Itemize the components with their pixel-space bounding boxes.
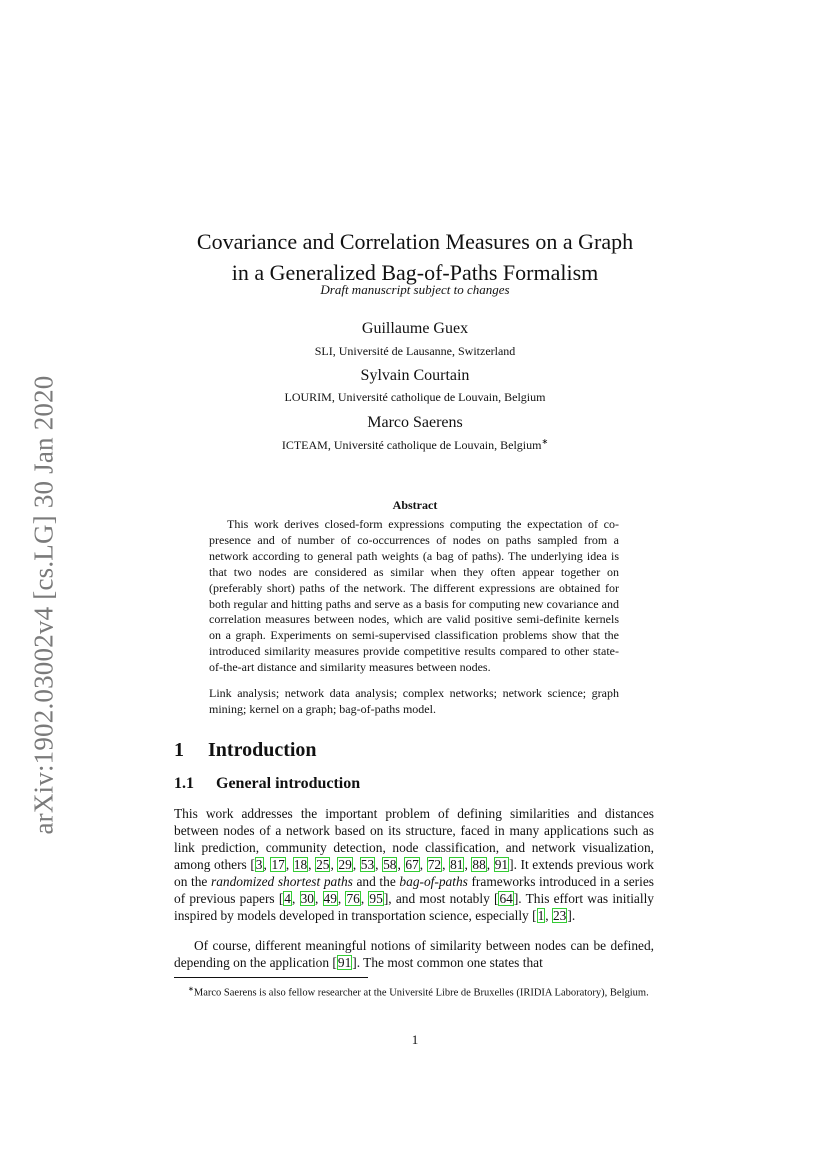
citation-link[interactable]: 25: [316, 857, 330, 872]
author-affiliation: ICTEAM, Université catholique de Louvain, Belgium: [281, 438, 542, 452]
text-run: frameworks introduced in a series of previous papers [: [174, 874, 654, 906]
text-run: ], and most notably [: [383, 891, 499, 906]
citation-group: 4, 30, 49, 76, 95: [284, 891, 383, 906]
citation-link[interactable]: 49: [323, 891, 337, 906]
subsection-heading: [174, 775, 360, 793]
body-paragraph: [174, 805, 654, 924]
citation-group: 1, 23: [537, 908, 567, 923]
abstract-heading: Abstract: [392, 498, 438, 512]
text-run: ]. It extends previous work on the: [174, 857, 654, 889]
text-run: and the: [352, 874, 400, 889]
author-affiliation: SLI, Université de Lausanne, Switzerland: [314, 344, 516, 358]
abstract-keywords: Link analysis; network data analysis; complex networks; network science; graph mining; kernel on a graph; bag-of-paths model.: [209, 686, 619, 716]
citation-link[interactable]: 67: [405, 857, 419, 872]
section-title: Introduction: [208, 739, 317, 761]
citation-link[interactable]: 4: [284, 891, 291, 906]
text-run: ]. The most common one states that: [352, 955, 543, 970]
citation-link[interactable]: 88: [472, 857, 486, 872]
citation-link[interactable]: 72: [427, 857, 442, 872]
citation-link[interactable]: 17: [271, 857, 285, 872]
citation-link[interactable]: 53: [360, 857, 375, 872]
citation-group: 3, 17, 18, 25, 29, 53, 58, 67, 72, 81, 88, 91: [255, 857, 509, 872]
footnote-marker[interactable]: ∗: [541, 437, 549, 446]
citation-link[interactable]: 18: [293, 857, 308, 872]
text-run: ]. This effort was initially inspired by models developed in transportation science, especially [: [174, 891, 654, 923]
citation-link[interactable]: 95: [369, 891, 383, 906]
citation-link[interactable]: 76: [346, 891, 360, 906]
arxiv-identifier: [14, 360, 74, 850]
section-number: 1: [174, 739, 184, 761]
citation-link[interactable]: 1: [537, 908, 545, 923]
body-paragraph: [174, 937, 654, 971]
citation-link[interactable]: 3: [255, 857, 263, 872]
subsection-title: General introduction: [216, 775, 361, 792]
footnote-rule: [174, 977, 368, 978]
title-line-2: in a Generalized Bag-of-Paths Formalism: [231, 260, 599, 285]
arxiv-identifier-text: arXiv:1902.03002v4 [cs.LG] 30 Jan 2020: [28, 375, 59, 835]
author-affiliation-with-footnote: [160, 437, 670, 453]
citation-link[interactable]: 81: [450, 857, 464, 872]
abstract-text: This work derives closed-form expressions computing the expectation of co-presence and of number of co-occurrences of nodes on paths sampled from a network according to general path weights (a bag of paths). The underlying idea is that two nodes are considered as similar when they often appear together on (preferably short) paths of the network. The different expressions are obtained for both regular and hitting paths and serve as a basis for computing new covariance and correlation measures between nodes, which are valid positive semi-definite kernels on a graph. Experiments on semi-supervised classification problems show that the introduced similarity measures provide competitive results compared to other state-of-the-art distance and similarity measures between nodes.: [209, 517, 619, 675]
emphasis-text: bag-of-paths: [399, 874, 468, 889]
author-affiliation: LOURIM, Université catholique de Louvain, Belgium: [284, 390, 546, 404]
citation-link[interactable]: 64: [499, 891, 513, 906]
citation-link[interactable]: 30: [300, 891, 314, 906]
author-name: Guillaume Guex: [361, 320, 469, 337]
citation-link[interactable]: 58: [383, 857, 397, 872]
emphasis-text: randomized shortest paths: [210, 874, 353, 889]
author-name: Marco Saerens: [367, 414, 463, 431]
citation-link[interactable]: 91: [494, 857, 509, 872]
footnote-marker: ∗: [188, 985, 194, 993]
page-number: 1: [411, 1032, 419, 1047]
author-name: Sylvain Courtain: [360, 367, 470, 384]
text-run: This work addresses the important problem of defining similarities and distances between nodes of a network based on its structure, faced in many applications such as link prediction, community detection, node classification, and network visualization, among others [: [174, 806, 654, 872]
title-line-1: Covariance and Correlation Measures on a Graph: [196, 229, 634, 254]
citation-link[interactable]: 91: [337, 955, 352, 970]
text-run: ].: [567, 908, 576, 923]
section-heading: [174, 739, 317, 762]
footnote-text: Marco Saerens is also fellow researcher at the Université Libre de Bruxelles (IRIDIA Laboratory), Belgium.: [193, 987, 649, 999]
subsection-number: 1.1: [174, 775, 194, 792]
citation-link[interactable]: 23: [552, 908, 567, 923]
text-run: Of course, different meaningful notions of similarity between nodes can be defined, depending on the application [: [174, 938, 654, 970]
paper-subtitle: Draft manuscript subject to changes: [320, 282, 510, 297]
citation-link[interactable]: 29: [338, 857, 352, 872]
paper-title: [160, 226, 670, 288]
footnote: [174, 982, 654, 1001]
